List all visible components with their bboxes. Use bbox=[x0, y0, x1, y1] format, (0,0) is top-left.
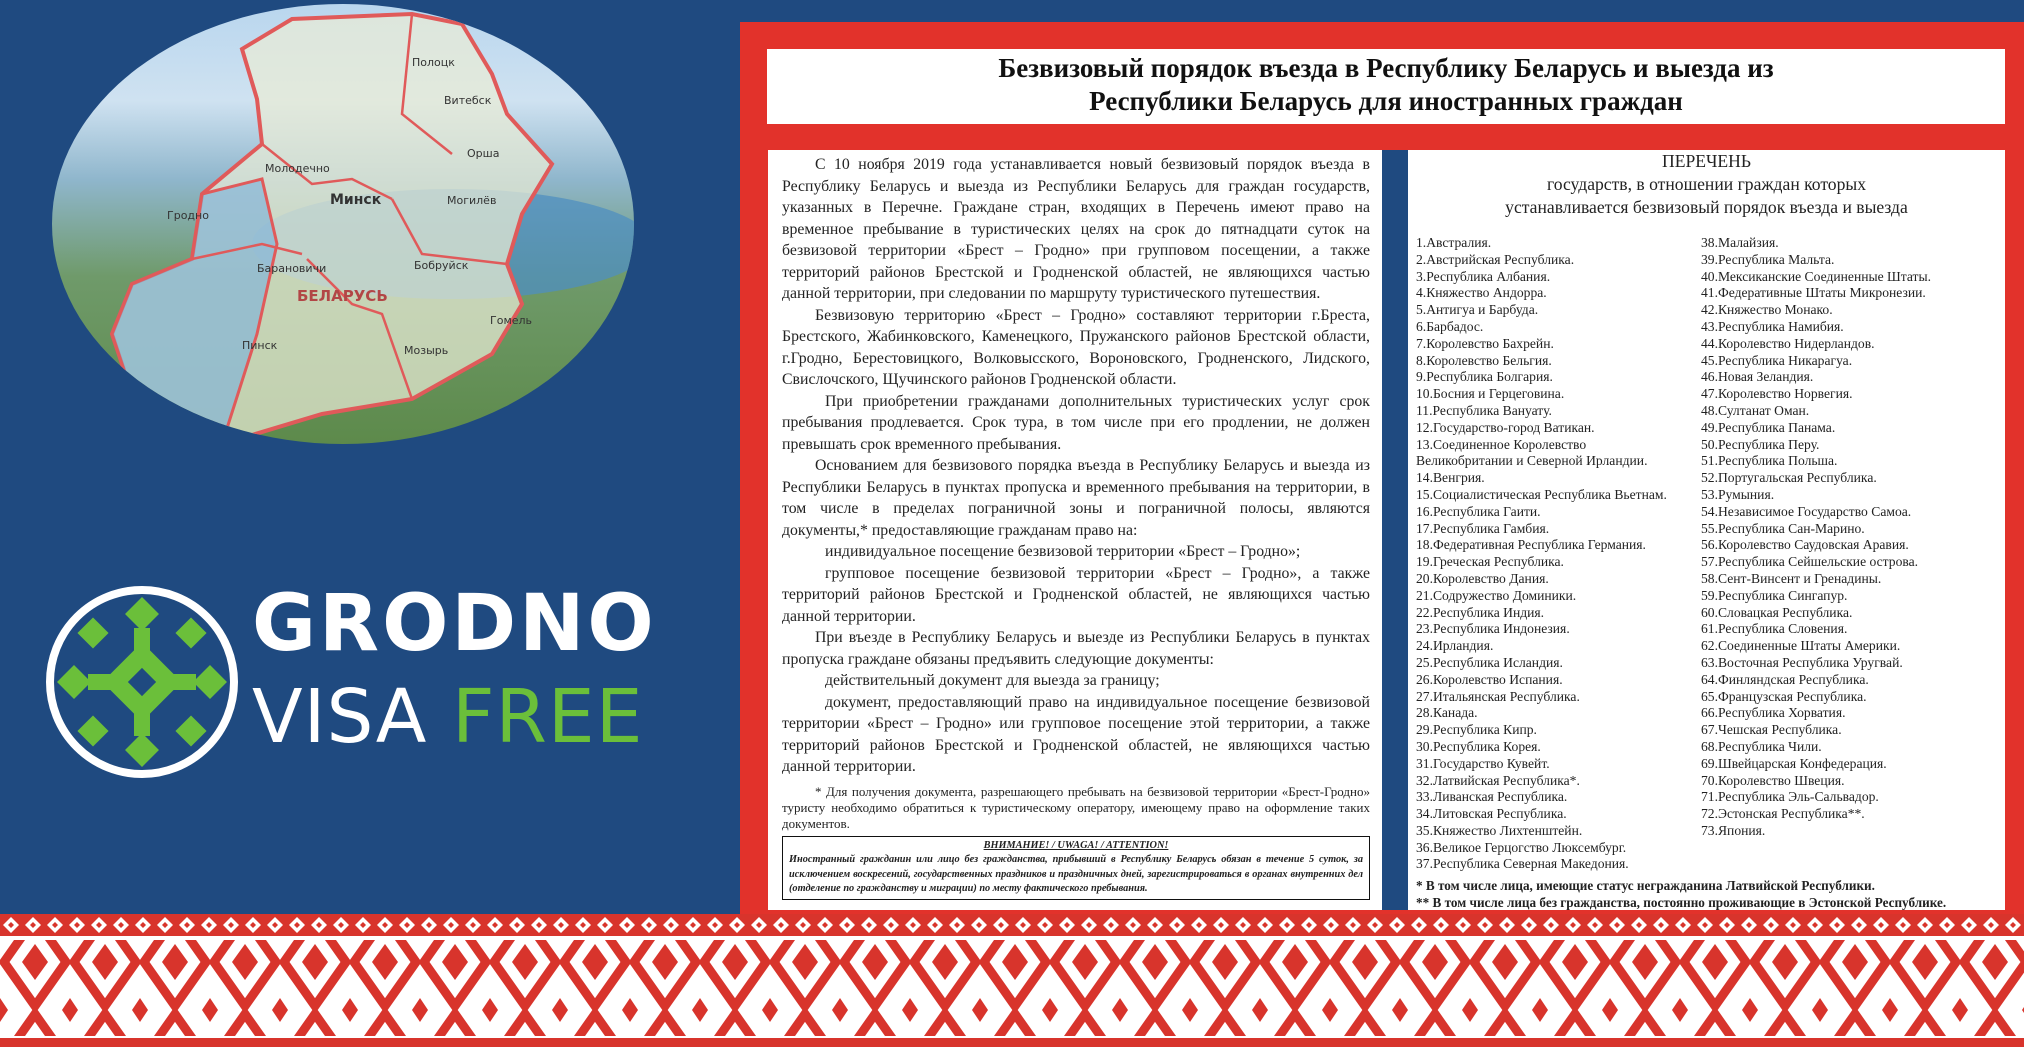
country-list-item: 50.Республика Перу. bbox=[1701, 436, 1820, 452]
map-label: Гродно bbox=[167, 209, 209, 222]
paragraph: индивидуальное посещение безвизовой территории «Брест – Гродно»; bbox=[825, 543, 1301, 560]
map-label: Полоцк bbox=[412, 56, 455, 69]
country-list-column bbox=[1408, 150, 2005, 910]
country-list-item: 62.Соединенные Штаты Америки. bbox=[1701, 638, 1901, 654]
country-list-item: 36.Великое Герцогство Люксембург. bbox=[1416, 839, 1627, 855]
country-list-item: 71.Республика Эль-Сальвадор. bbox=[1701, 789, 1879, 805]
belarus-map-image bbox=[52, 4, 634, 444]
map-label: Гомель bbox=[490, 314, 533, 327]
country-list-item: Великобритании и Северной Ирландии. bbox=[1416, 453, 1648, 469]
list-notes bbox=[1416, 878, 1946, 911]
country-list-item: 9.Республика Болгария. bbox=[1416, 369, 1553, 385]
attention-heading: ВНИМАНИЕ! / UWAGA! / ATTENTION! bbox=[983, 839, 1169, 851]
country-list-item: 15.Социалистическая Республика Вьетнам. bbox=[1416, 486, 1667, 502]
country-list-item: 57.Республика Сейшельские острова. bbox=[1701, 554, 1919, 570]
map-label: Мозырь bbox=[404, 344, 449, 357]
country-list-item: 59.Республика Сингапур. bbox=[1701, 587, 1848, 603]
brand-visa: VISA bbox=[252, 674, 428, 760]
paragraph: С 10 ноября 2019 года устанавливается новый безвизовый порядок въезда в Республику Беларусь и выезда из Республики Беларусь для граждан государств, указанных в Перечне. Граждане стран, входящих в Перечень имеют право на временное пребывание в туристических целях на срок до пятнадцати суток на безвизовой территории «Брест – Гродно» при групповом посещении, а также территорий районов Брестской и Гродненской областей, не являющихся частью данной территории, при следовании по маршруту туристического путешествия. bbox=[782, 156, 1370, 302]
map-label: Орша bbox=[467, 147, 500, 160]
country-list-item: 28.Канада. bbox=[1416, 705, 1478, 721]
list-heading bbox=[1408, 150, 2005, 219]
country-list-item: 6.Барбадос. bbox=[1416, 318, 1484, 334]
paragraph: Безвизовую территорию «Брест – Гродно» составляют территории г.Бреста, Брестского, Жабинковского, Каменецкого, Пружанского районов Брестской области, г.Гродно, Берестовицкого, Волковысского, Вороновского, Гродненского, Лидского, Свислочского, Щучинского районов Гродненской области. bbox=[782, 306, 1370, 388]
map-label: Бобруйск bbox=[414, 259, 469, 272]
country-list-item: 4.Княжество Андорра. bbox=[1416, 285, 1547, 301]
map-label: Витебск bbox=[444, 94, 492, 107]
country-list-item: 1.Австралия. bbox=[1416, 235, 1492, 250]
country-list-item: 13.Соединенное Королевство bbox=[1416, 436, 1587, 452]
document-title bbox=[767, 49, 2005, 124]
country-list-item: 47.Королевство Норвегия. bbox=[1701, 386, 1853, 402]
country-list-item: 38.Малайзия. bbox=[1701, 235, 1779, 250]
map-label: Барановичи bbox=[257, 262, 327, 275]
country-list-item: 66.Республика Хорватия. bbox=[1701, 705, 1846, 721]
country-list-item: 24.Ирландия. bbox=[1416, 638, 1494, 654]
country-list-item: 41.Федеративные Штаты Микронезии. bbox=[1701, 285, 1926, 301]
belarusian-ornament-band bbox=[0, 914, 2024, 1047]
country-list-item: 49.Республика Панама. bbox=[1701, 419, 1836, 435]
country-list-item: 51.Республика Польша. bbox=[1701, 453, 1838, 469]
country-list-item: 53.Румыния. bbox=[1701, 486, 1775, 502]
country-list-item: 19.Греческая Республика. bbox=[1416, 554, 1564, 570]
map-label: Молодечно bbox=[265, 162, 330, 175]
map-label: Пинск bbox=[242, 339, 278, 352]
country-list-item: 61.Республика Словения. bbox=[1701, 621, 1848, 637]
title-line-2: Республики Беларусь для иностранных граждан bbox=[1089, 86, 1683, 116]
list-heading-line-2: государств, в отношении граждан которых bbox=[1546, 174, 1867, 194]
country-list-item: 69.Швейцарская Конфедерация. bbox=[1701, 755, 1887, 771]
country-list-item: 17.Республика Гамбия. bbox=[1416, 520, 1550, 536]
column-divider bbox=[1382, 150, 1408, 910]
country-list-item: 63.Восточная Республика Уругвай. bbox=[1701, 654, 1903, 670]
country-list-item: 46.Новая Зеландия. bbox=[1701, 369, 1814, 385]
country-list-item: 40.Мексиканские Соединенные Штаты. bbox=[1701, 268, 1932, 284]
list-heading-title: ПЕРЕЧЕНЬ bbox=[1662, 151, 1751, 171]
country-list-item: 54.Независимое Государство Самоа. bbox=[1701, 503, 1912, 519]
map-label: Могилёв bbox=[447, 194, 497, 207]
rules-text-column bbox=[768, 150, 1382, 910]
country-list-item: 12.Государство-город Ватикан. bbox=[1416, 419, 1595, 435]
country-list-item: 72.Эстонская Республика**. bbox=[1701, 806, 1865, 822]
country-list-item: 64.Финляндская Республика. bbox=[1701, 671, 1869, 687]
paragraph: действительный документ для выезда за границу; bbox=[825, 672, 1160, 689]
country-list-item: 8.Королевство Бельгия. bbox=[1416, 352, 1552, 368]
map-label: БЕЛАРУСЬ bbox=[297, 287, 388, 305]
country-list-item: 52.Португальская Республика. bbox=[1701, 470, 1877, 486]
country-list-item: 67.Чешская Республика. bbox=[1701, 722, 1842, 738]
country-list-item: 20.Королевство Дания. bbox=[1416, 570, 1549, 586]
country-list-item: 5.Антигуа и Барбуда. bbox=[1416, 302, 1539, 318]
country-list-item: 23.Республика Индонезия. bbox=[1416, 621, 1570, 637]
country-list-item: 22.Республика Индия. bbox=[1416, 604, 1545, 620]
brand-grodno: GRODNO bbox=[252, 579, 657, 669]
brand-visa-free bbox=[252, 674, 644, 760]
country-list-item: 26.Королевство Испания. bbox=[1416, 671, 1563, 687]
paragraph: При приобретении гражданами дополнительных туристических услуг срок пребывания продлевается. Срок тура, в том числе при его продлении, не должен превышать срок временного пребывания. bbox=[782, 392, 1370, 453]
note-latvia: * В том числе лица, имеющие статус негражданина Латвийской Республики. bbox=[1416, 878, 1875, 893]
brand-free: FREE bbox=[451, 674, 644, 760]
list-heading-line-3: устанавливается безвизовый порядок въезда и выезда bbox=[1505, 197, 1908, 217]
country-list-item: 37.Республика Северная Македония. bbox=[1416, 856, 1629, 872]
attention-box bbox=[782, 836, 1370, 900]
map-label: Минск bbox=[330, 192, 382, 208]
country-list-item: 32.Латвийская Республика*. bbox=[1416, 772, 1580, 788]
paragraph: При въезде в Республику Беларусь и выезде из Республики Беларусь в пунктах пропуска граждане обязаны предъявить следующие документы: bbox=[782, 629, 1370, 668]
country-list-right bbox=[1701, 235, 1931, 840]
country-list-item: 70.Королевство Швеция. bbox=[1701, 772, 1845, 788]
country-list-item: 30.Республика Корея. bbox=[1416, 738, 1541, 754]
country-list-item: 10.Босния и Герцеговина. bbox=[1416, 386, 1565, 402]
country-list-item: 2.Австрийская Республика. bbox=[1416, 251, 1575, 267]
country-list-item: 44.Королевство Нидерландов. bbox=[1701, 335, 1875, 351]
country-list-item: 68.Республика Чили. bbox=[1701, 738, 1822, 754]
attention-text: Иностранный гражданин или лицо без гражданства, прибывший в Республику Беларусь обязан в течение 5 суток, за исключением воскресений, государственных праздников и праздничных дней, зарегистрироваться в органах внутренних дел (отделение по гражданству и миграции) по месту фактического пребывания. bbox=[789, 854, 1363, 895]
country-list-item: 14.Венгрия. bbox=[1416, 470, 1485, 486]
country-list-item: 35.Княжество Лихтенштейн. bbox=[1416, 822, 1583, 838]
country-list-item: 21.Содружество Доминики. bbox=[1416, 587, 1577, 603]
country-list-item: 65.Французская Республика. bbox=[1701, 688, 1867, 704]
country-list-item: 33.Ливанская Республика. bbox=[1416, 789, 1568, 805]
country-list-item: 34.Литовская Республика. bbox=[1416, 806, 1567, 822]
country-list-item: 16.Республика Гаити. bbox=[1416, 503, 1541, 519]
paragraph: Основанием для безвизового порядка въезда в Республику Беларусь и выезда из Республики Беларусь в пунктах пропуска и временного пребывания на территории, в том числе в пределах пограничной зоны и пограничной полосы, являются документы,* предоставляющие гражданам право на: bbox=[782, 457, 1370, 539]
country-list-item: 58.Сент-Винсент и Гренадины. bbox=[1701, 570, 1882, 586]
country-list-item: 39.Республика Мальта. bbox=[1701, 251, 1835, 267]
country-list-item: 25.Республика Исландия. bbox=[1416, 654, 1563, 670]
title-line-1: Безвизовый порядок въезда в Республику Беларусь и выезда из bbox=[998, 53, 1774, 83]
country-list-item: 11.Республика Вануату. bbox=[1416, 402, 1552, 418]
grodno-snowflake-logo-icon bbox=[42, 582, 242, 782]
country-list-item: 31.Государство Кувейт. bbox=[1416, 755, 1550, 771]
country-list-item: 60.Словацкая Республика. bbox=[1701, 604, 1853, 620]
country-list-item: 29.Республика Кипр. bbox=[1416, 722, 1537, 738]
country-list-item: 43.Республика Намибия. bbox=[1701, 318, 1844, 334]
country-list-item: 27.Итальянская Республика. bbox=[1416, 688, 1580, 704]
country-list-item: 73.Япония. bbox=[1701, 822, 1766, 838]
footnote: * Для получения документа, разрешающего пребывать на безвизовой территории «Брест-Гродно» туристу необходимо обратиться к туристическому оператору, имеющему право на оформление таких документов. bbox=[782, 783, 1370, 831]
country-list-item: 7.Королевство Бахрейн. bbox=[1416, 335, 1554, 351]
country-list-item: 42.Княжество Монако. bbox=[1701, 302, 1833, 318]
country-list-item: 18.Федеративная Республика Германия. bbox=[1416, 537, 1646, 553]
note-estonia: ** В том числе лица без гражданства, постоянно проживающие в Эстонской Республике. bbox=[1416, 894, 1947, 910]
country-list-item: 56.Королевство Саудовская Аравия. bbox=[1701, 537, 1909, 553]
country-list-left bbox=[1416, 235, 1667, 873]
country-list-item: 48.Султанат Оман. bbox=[1701, 402, 1810, 418]
paragraph: документ, предоставляющий право на индивидуальное посещение безвизовой территории «Брест – Гродно» или групповое посещение этой территории, а также территорий районов Брестской и Гродненской областей, не являющихся частью данной территории. bbox=[782, 693, 1370, 775]
paragraph: групповое посещение безвизовой территории «Брест – Гродно», а также территорий районов Брестской и Гродненской областей, не являющихся частью данной территории. bbox=[782, 564, 1370, 625]
country-list-item: 45.Республика Никарагуа. bbox=[1701, 352, 1853, 368]
country-list-item: 3.Республика Албания. bbox=[1416, 268, 1551, 284]
country-list-item: 55.Республика Сан-Марино. bbox=[1701, 520, 1865, 536]
